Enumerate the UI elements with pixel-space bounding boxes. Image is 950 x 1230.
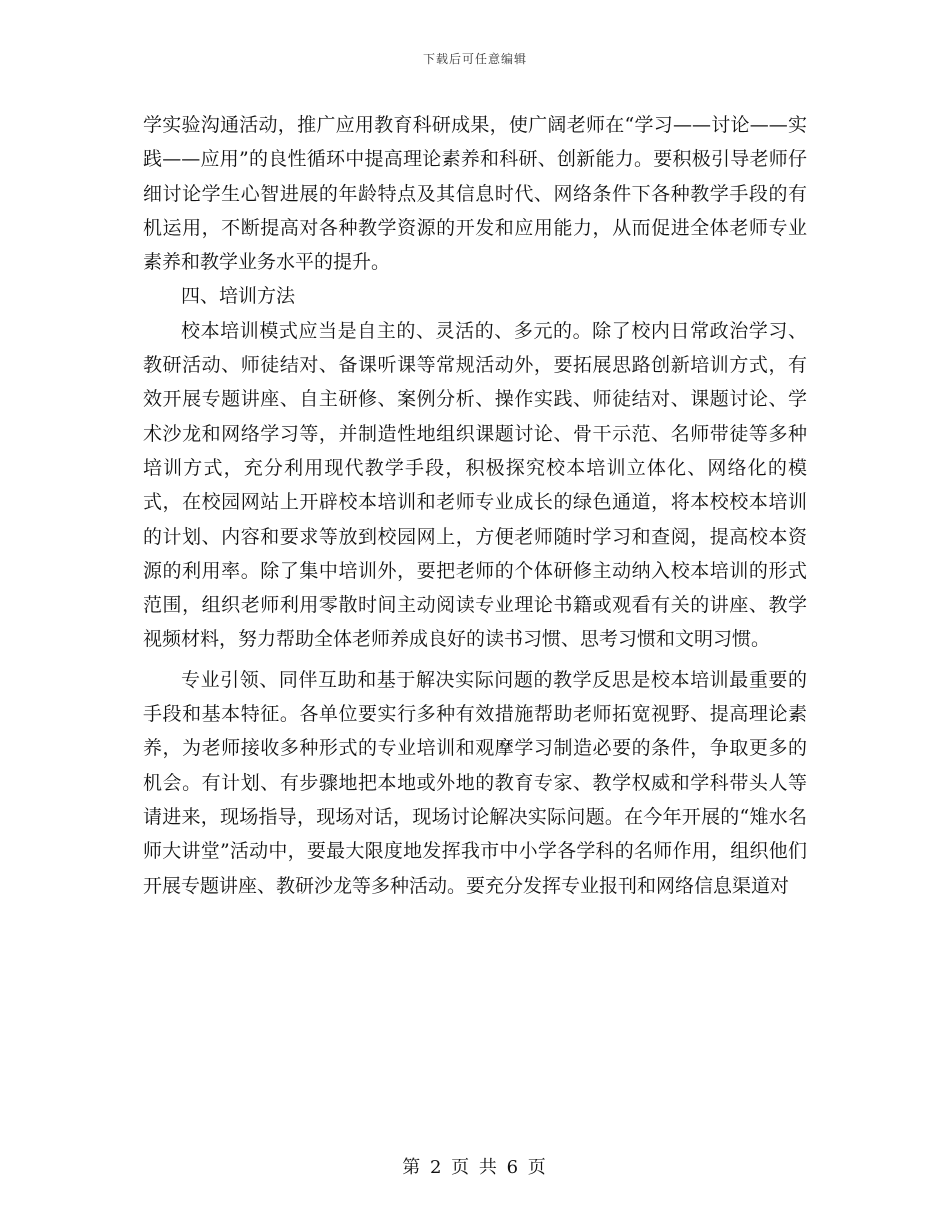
page-header: 下载后可任意编辑: [422, 52, 527, 66]
paragraph-continuation: 学实验沟通活动，推广应用教育科研成果，使广阔老师在“学习——讨论——实践——应用”的良性循环中提高理论素养和科研、创新能力。要积极引导老师仔细讨论学生心智进展的年龄特点及其信息时代、网络条件下各种教学手段的有机运用，不断提高对各种教学资源的开发和应用能力，从而促进全体老师专业素养和教学业务水平的提升。: [143, 114, 807, 274]
section-heading-training-methods: 四、培训方法: [181, 285, 296, 308]
document-body: [143, 108, 807, 903]
paragraph-professional-guidance: 专业引领、同伴互助和基于解决实际问题的教学反思是校本培训最重要的手段和基本特征。各单位要实行多种有效措施帮助老师拓宽视野、提高理论素养，为老师接收多种形式的专业培训和观摩学习制造必要的条件，争取更多的机会。有计划、有步骤地把本地或外地的教育专家、教学权威和学科带头人等请进来，现场指导，现场对话，现场讨论解决实际问题。在今年开展的“雉水名师大讲堂”活动中，要最大限度地发挥我市中小学各学科的名师作用，组织他们开展专题讲座、教研沙龙等多种活动。要充分发挥专业报刊和网络信息渠道对: [143, 668, 807, 897]
page-number-footer: 第 2 页 共 6 页: [402, 1157, 548, 1178]
paragraph-training-modes: 校本培训模式应当是自主的、灵活的、多元的。除了校内日常政治学习、教研活动、师徒结对、备课听课等常规活动外，要拓展思路创新培训方式，有效开展专题讲座、自主研修、案例分析、操作实践、师徒结对、课题讨论、学术沙龙和网络学习等，并制造性地组织课题讨论、骨干示范、名师带徒等多种培训方式，充分利用现代教学手段，积极探究校本培训立体化、网络化的模式，在校园网站上开辟校本培训和老师专业成长的绿色通道，将本校校本培训的计划、内容和要求等放到校园网上，方便老师随时学习和查阅，提高校本资源的利用率。除了集中培训外，要把老师的个体研修主动纳入校本培训的形式范围，组织老师利用零散时间主动阅读专业理论书籍或观看有关的讲座、教学视频材料，努力帮助全体老师养成良好的读书习惯、思考习惯和文明习惯。: [143, 319, 807, 651]
